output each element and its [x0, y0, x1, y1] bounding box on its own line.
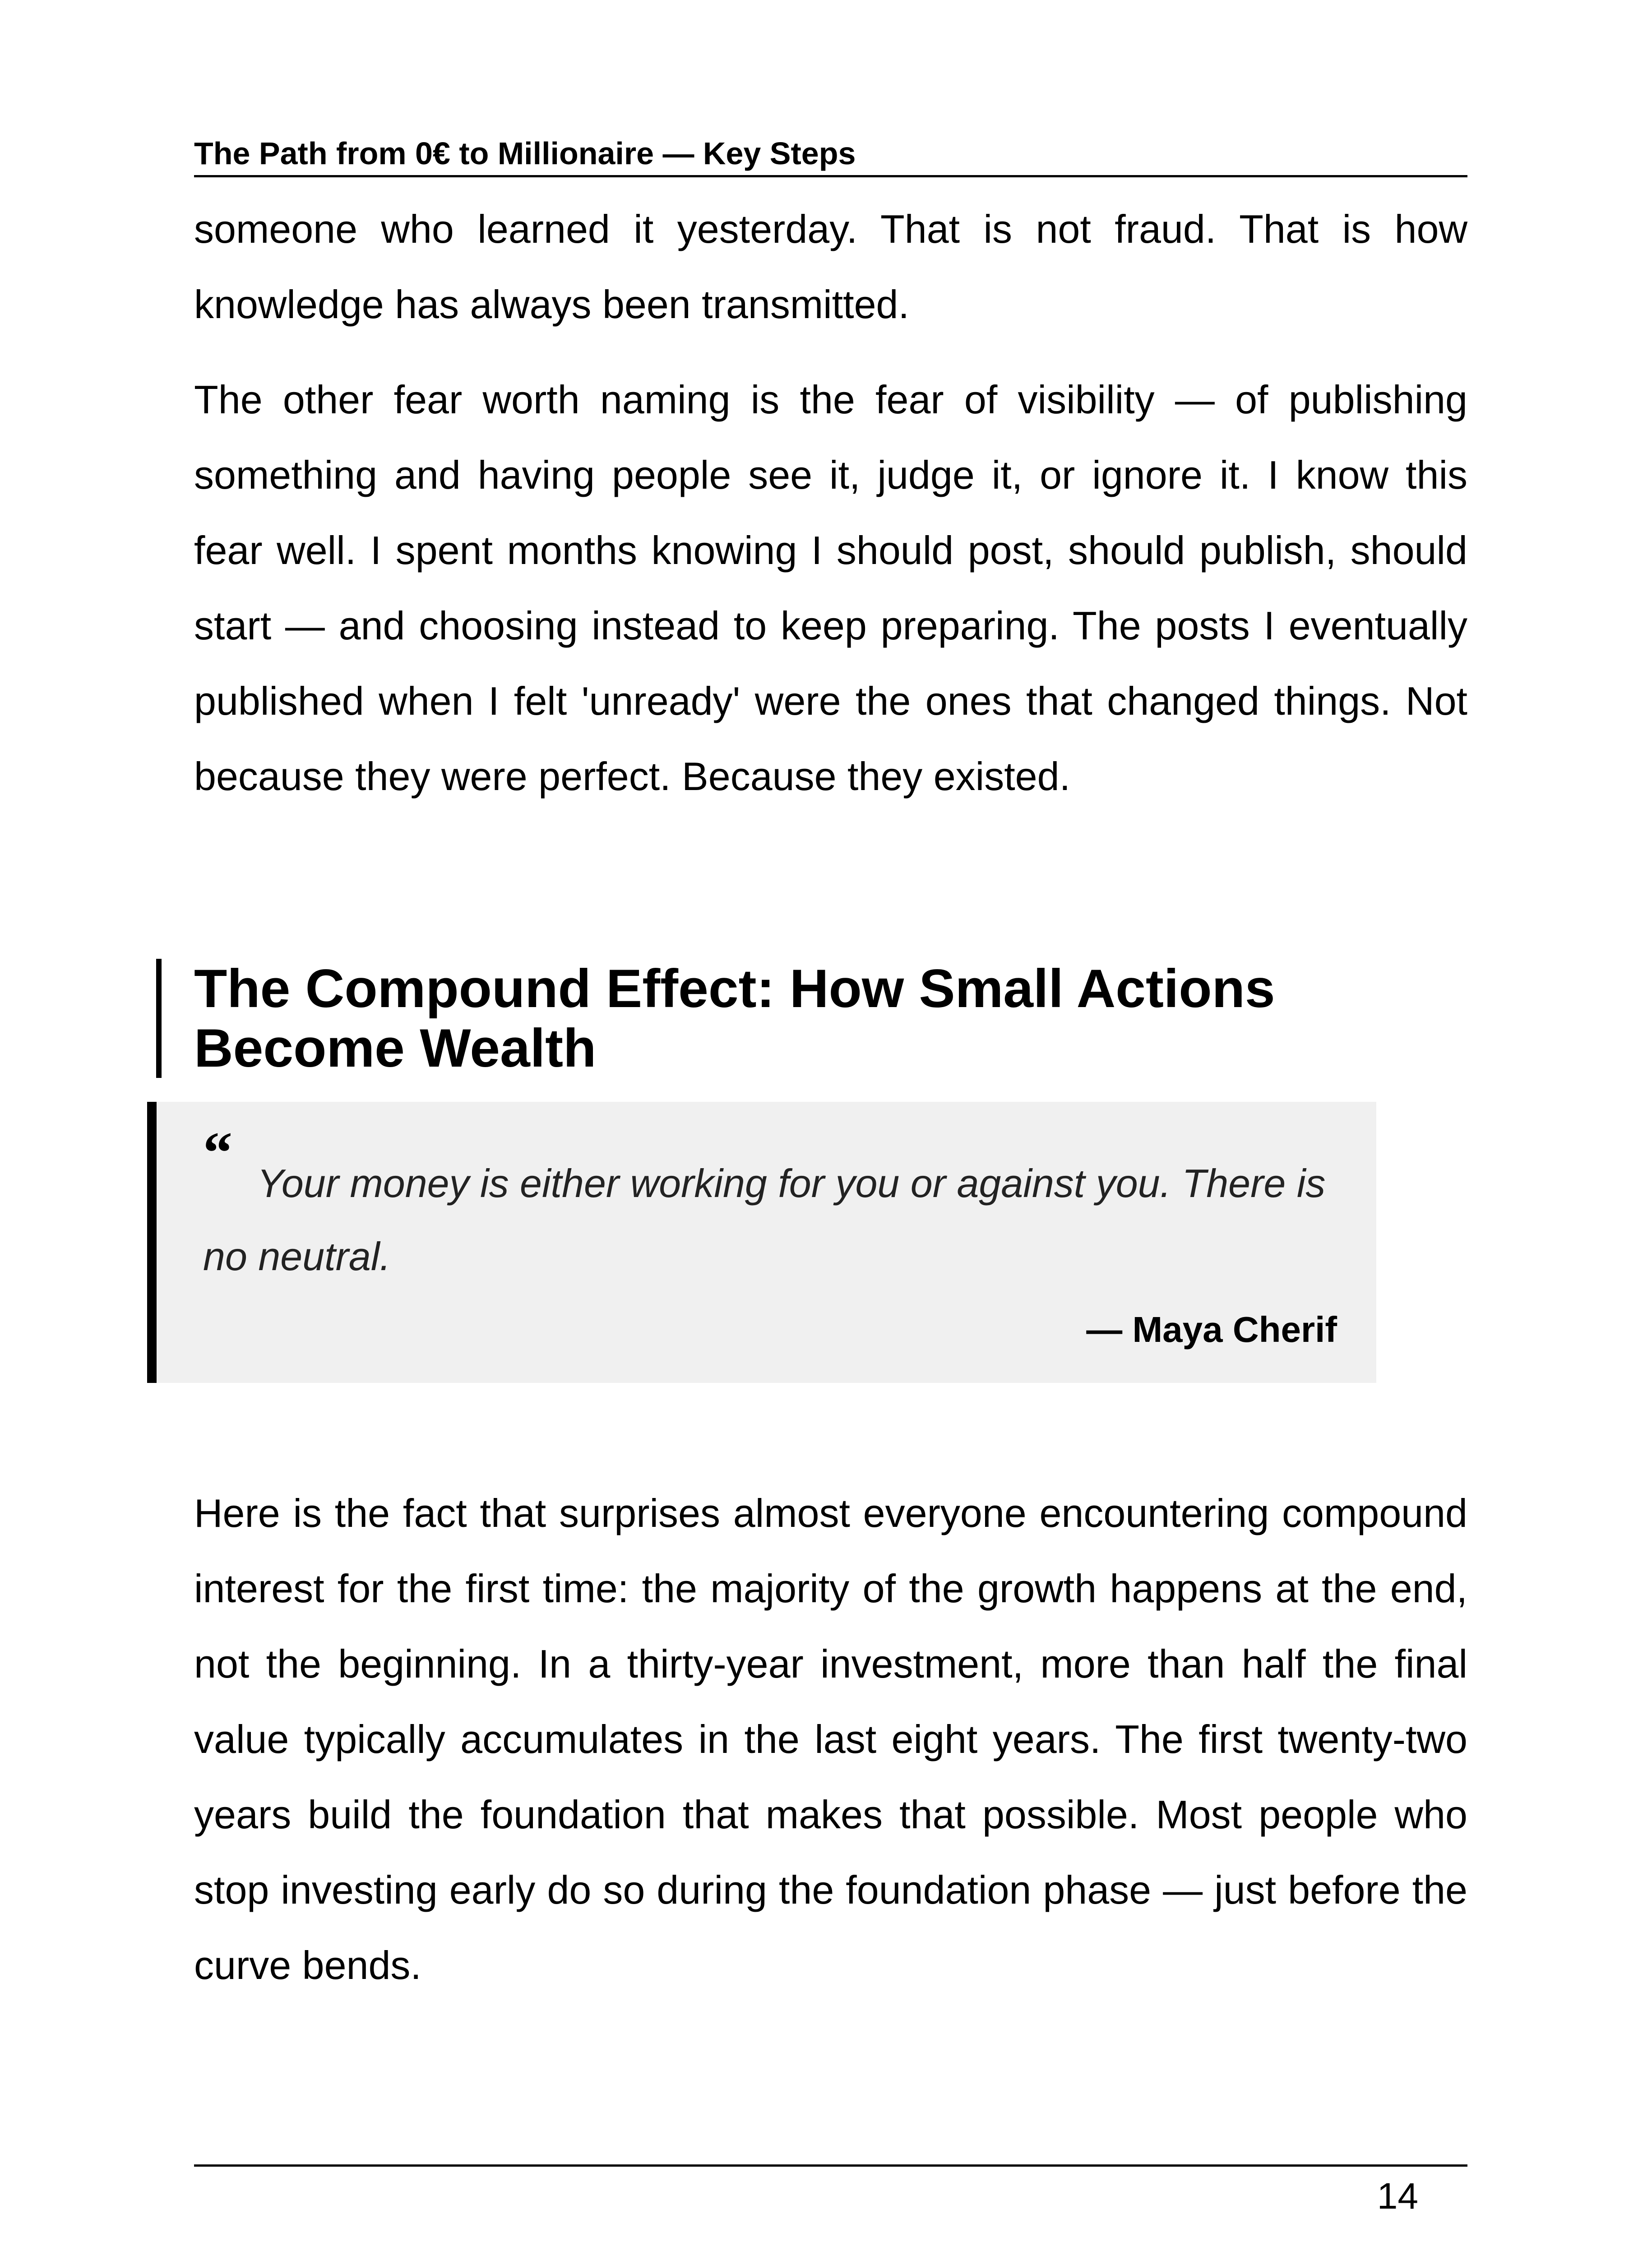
quote-mark-icon: “ — [203, 1120, 232, 1185]
page-number: 14 — [1377, 2176, 1418, 2217]
quote-text: Your money is either working for you or against you. There is no neutral. — [203, 1161, 1326, 1279]
running-header-title: The Path from 0€ to Millionaire — Key Steps — [194, 136, 856, 171]
body-paragraph-3: Here is the fact that surprises almost everyone encountering compound interest for the first time: the majority of the growth happens at the end, not the beginning. In a thirty-year investment, more than half the final value typically accumulates in the last eight years. The first twenty-two years build the foundation that makes that possible. Most people who stop investing early do so during the foundation phase — just before the curve bends. — [194, 1491, 1467, 1988]
quote-attribution: — Maya Cherif — [1086, 1309, 1337, 1350]
section-heading-text: The Compound Effect: How Small Actions Become Wealth — [194, 958, 1275, 1078]
body-paragraph-1: someone who learned it yesterday. That is not fraud. That is how knowledge has always been transmitted. — [194, 207, 1467, 327]
body-paragraph-2: The other fear worth naming is the fear of visibility — of publishing something and having people see it, judge it, or ignore it. I know this fear well. I spent months knowing I should post, should publish, should start — and choosing instead to keep preparing. The posts I eventually published when I felt 'unready' were the ones that changed things. Not because they were perfect. Because they existed. — [194, 377, 1467, 799]
section-heading — [156, 959, 1467, 1078]
footer-divider — [194, 2164, 1467, 2167]
running-header — [194, 133, 1467, 177]
pull-quote — [147, 1102, 1376, 1383]
